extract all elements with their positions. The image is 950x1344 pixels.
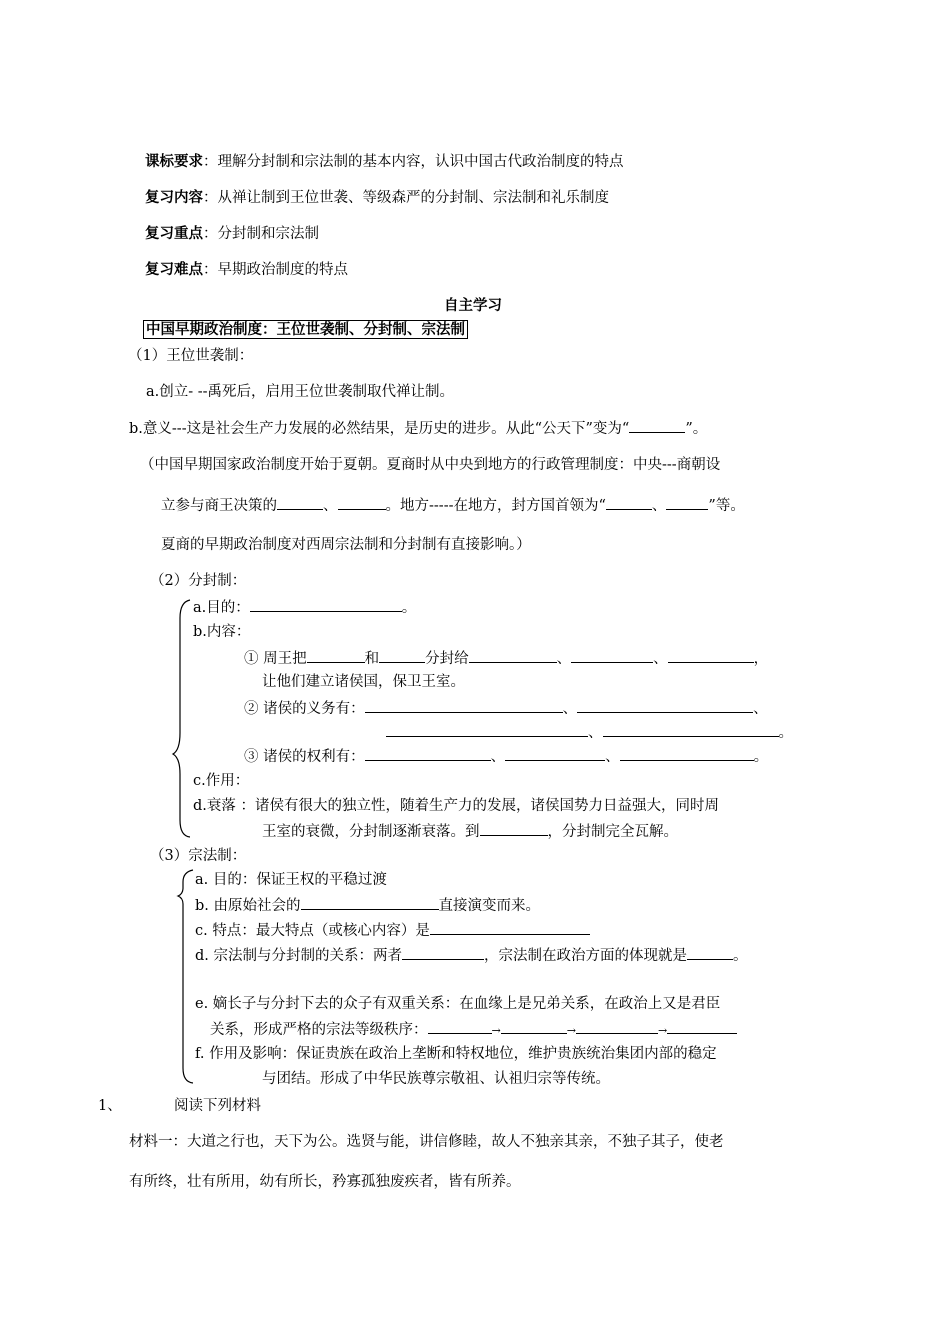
enfeoffment-heading: （2）分封制： bbox=[150, 573, 247, 589]
period: 。 bbox=[778, 725, 793, 741]
clan-d-pre: d. 宗法制与分封制的关系：两者 bbox=[195, 948, 402, 964]
clan-c-pre: c. 特点：最大特点（或核心内容）是 bbox=[195, 923, 430, 939]
focus-line bbox=[145, 224, 319, 244]
content-label: 复习内容 bbox=[145, 189, 203, 206]
blank-field[interactable] bbox=[666, 495, 708, 510]
blank-field[interactable] bbox=[668, 648, 754, 663]
c1-and: 和 bbox=[364, 651, 380, 667]
focus-label: 复习重点 bbox=[145, 225, 203, 242]
topic-box bbox=[143, 320, 468, 340]
sep: 、 bbox=[605, 749, 620, 765]
clan-e2 bbox=[210, 1019, 737, 1041]
blank-field[interactable] bbox=[469, 648, 557, 663]
clan-e: e. 嫡长子与分封下去的众子有双重关系：在血缘上是兄弟关系，在政治上又是君臣 bbox=[195, 996, 721, 1012]
standard-line bbox=[145, 152, 624, 172]
blank-field[interactable] bbox=[629, 418, 685, 433]
clan-b bbox=[195, 895, 540, 916]
difficulty-label: 复习难点 bbox=[145, 261, 203, 278]
enfeoffment-d2 bbox=[262, 821, 678, 842]
enfeoffment-brace bbox=[172, 598, 192, 838]
c1-mid: 分封给 bbox=[425, 651, 469, 667]
clan-a: a. 目的：保证王权的平稳过渡 bbox=[195, 872, 387, 888]
sep: 、 bbox=[653, 651, 668, 667]
reading-number: 1、 bbox=[98, 1098, 122, 1114]
blank-field[interactable] bbox=[501, 1019, 567, 1034]
blank-field[interactable] bbox=[386, 722, 588, 737]
note2-sep: 、 bbox=[323, 498, 338, 514]
clan-c bbox=[195, 920, 590, 941]
hereditary-note-3: 夏商的早期政治制度对西周宗法制和分封制有直接影响。） bbox=[161, 537, 531, 553]
note2-post: ”等。 bbox=[708, 498, 745, 514]
comma: ， bbox=[753, 651, 769, 667]
blank-field[interactable] bbox=[301, 895, 439, 910]
blank-field[interactable] bbox=[603, 722, 779, 737]
period: 。 bbox=[753, 749, 769, 765]
sep: 、 bbox=[562, 701, 578, 717]
material-1-line-2: 有所终，壮有所用，幼有所长，矜寡孤独废疾者，皆有所养。 bbox=[129, 1174, 521, 1190]
material-1-line-1: 材料一：大道之行也，天下为公。选贤与能，讲信修睦，故人不独亲其亲，不独子其子，使老 bbox=[129, 1134, 724, 1150]
blank-field[interactable] bbox=[576, 1019, 658, 1034]
clan-f2: 与团结。形成了中华民族尊宗敬祖、认祖归宗等传统。 bbox=[262, 1071, 610, 1087]
hereditary-b-end: ”。 bbox=[685, 421, 708, 437]
blank-field[interactable] bbox=[606, 495, 652, 510]
blank-field[interactable] bbox=[277, 495, 323, 510]
difficulty-line bbox=[145, 260, 348, 280]
blank-field[interactable] bbox=[379, 648, 425, 663]
blank-field[interactable] bbox=[428, 1019, 492, 1034]
blank-field[interactable] bbox=[430, 920, 590, 935]
sep: 、 bbox=[588, 725, 603, 741]
blank-field[interactable] bbox=[571, 648, 653, 663]
enf-a-post: 。 bbox=[401, 600, 417, 616]
blank-field[interactable] bbox=[667, 1019, 737, 1034]
clan-b-post: 直接演变而来。 bbox=[438, 898, 540, 914]
reading-instruction: 阅读下列材料 bbox=[174, 1098, 261, 1114]
clan-e2-pre: 关系，形成严格的宗法等级秩序： bbox=[210, 1022, 428, 1038]
hereditary-a: a.创立- --禹死后，启用王位世袭制取代禅让制。 bbox=[146, 384, 455, 400]
blank-field[interactable] bbox=[687, 945, 733, 960]
arrow-icon: → bbox=[491, 1024, 501, 1037]
hereditary-b-text: b.意义---这是社会生产力发展的必然结果，是历史的进步。从此“公天下”变为“ bbox=[129, 421, 630, 437]
sep: 、 bbox=[490, 749, 506, 765]
blank-field[interactable] bbox=[365, 698, 563, 713]
blank-field[interactable] bbox=[480, 821, 548, 836]
clan-d-post: 。 bbox=[733, 948, 748, 964]
hereditary-b bbox=[129, 418, 707, 439]
enfeoffment-a bbox=[193, 597, 416, 618]
topic-box-text: 中国早期政治制度：王位世袭制、分封制、宗法制 bbox=[143, 320, 468, 339]
sep: 、 bbox=[753, 701, 768, 717]
clan-heading: （3）宗法制： bbox=[150, 848, 247, 864]
section-title: 自主学习 bbox=[444, 297, 502, 314]
hereditary-note-2 bbox=[161, 495, 745, 516]
c1-pre: ① 周王把 bbox=[244, 651, 307, 667]
blank-field[interactable] bbox=[338, 495, 386, 510]
clan-d-mid: ，宗法制在政治方面的体现就是 bbox=[484, 948, 687, 964]
enfeoffment-rights bbox=[244, 746, 768, 767]
standard-label: 课标要求 bbox=[145, 153, 203, 170]
standard-text: ：理解分封制和宗法制的基本内容，认识中国古代政治制度的特点 bbox=[203, 154, 624, 170]
note2-pre: 立参与商王决策的 bbox=[161, 498, 277, 514]
difficulty-text: ：早期政治制度的特点 bbox=[203, 262, 348, 278]
c2-pre: ② 诸侯的义务有： bbox=[244, 701, 365, 717]
enf-a-pre: a.目的： bbox=[193, 600, 250, 616]
c3-pre: ③ 诸侯的权利有： bbox=[244, 749, 365, 765]
note2-mid: 。地方-----在地方，封方国首领为“ bbox=[385, 498, 606, 514]
hereditary-heading: （1）王位世袭制： bbox=[128, 348, 254, 364]
blank-field[interactable] bbox=[402, 945, 484, 960]
blank-field[interactable] bbox=[365, 746, 491, 761]
d2-pre: 王室的衰微，分封制逐渐衰落。到 bbox=[262, 824, 480, 840]
arrow-icon: → bbox=[566, 1024, 576, 1037]
clan-brace bbox=[175, 868, 195, 1084]
enfeoffment-d: d.衰落 ：诸侯有很大的独立性，随着生产力的发展，诸侯国势力日益强大，同时周 bbox=[193, 798, 719, 814]
enfeoffment-b: b.内容： bbox=[193, 624, 251, 640]
blank-field[interactable] bbox=[620, 746, 754, 761]
enfeoffment-c: c.作用： bbox=[193, 773, 250, 789]
sep: 、 bbox=[556, 651, 572, 667]
d2-post: ，分封制完全瓦解。 bbox=[547, 824, 678, 840]
clan-f: f. 作用及影响：保证贵族在政治上垄断和特权地位，维护贵族统治集团内部的稳定 bbox=[195, 1046, 717, 1062]
clan-b-pre: b. 由原始社会的 bbox=[195, 898, 301, 914]
note2-sep2: 、 bbox=[651, 498, 667, 514]
clan-d bbox=[195, 945, 748, 966]
enfeoffment-duties-2 bbox=[386, 722, 793, 743]
hereditary-note-1: （中国早期国家政治制度开始于夏朝。夏商时从中央到地方的行政管理制度：中央---商朝设 bbox=[140, 457, 721, 473]
blank-field[interactable] bbox=[307, 648, 365, 663]
content-text: ：从禅让制到王位世袭、等级森严的分封制、宗法制和礼乐制度 bbox=[203, 190, 609, 206]
enfeoffment-content-1 bbox=[244, 648, 768, 669]
content-line bbox=[145, 188, 609, 208]
blank-field[interactable] bbox=[577, 698, 753, 713]
blank-field[interactable] bbox=[505, 746, 605, 761]
enfeoffment-content-1b: 让他们建立诸侯国，保卫王室。 bbox=[262, 674, 465, 690]
blank-field[interactable] bbox=[250, 597, 402, 612]
enfeoffment-duties bbox=[244, 698, 768, 719]
arrow-icon: → bbox=[657, 1024, 668, 1037]
focus-text: ：分封制和宗法制 bbox=[203, 226, 319, 242]
